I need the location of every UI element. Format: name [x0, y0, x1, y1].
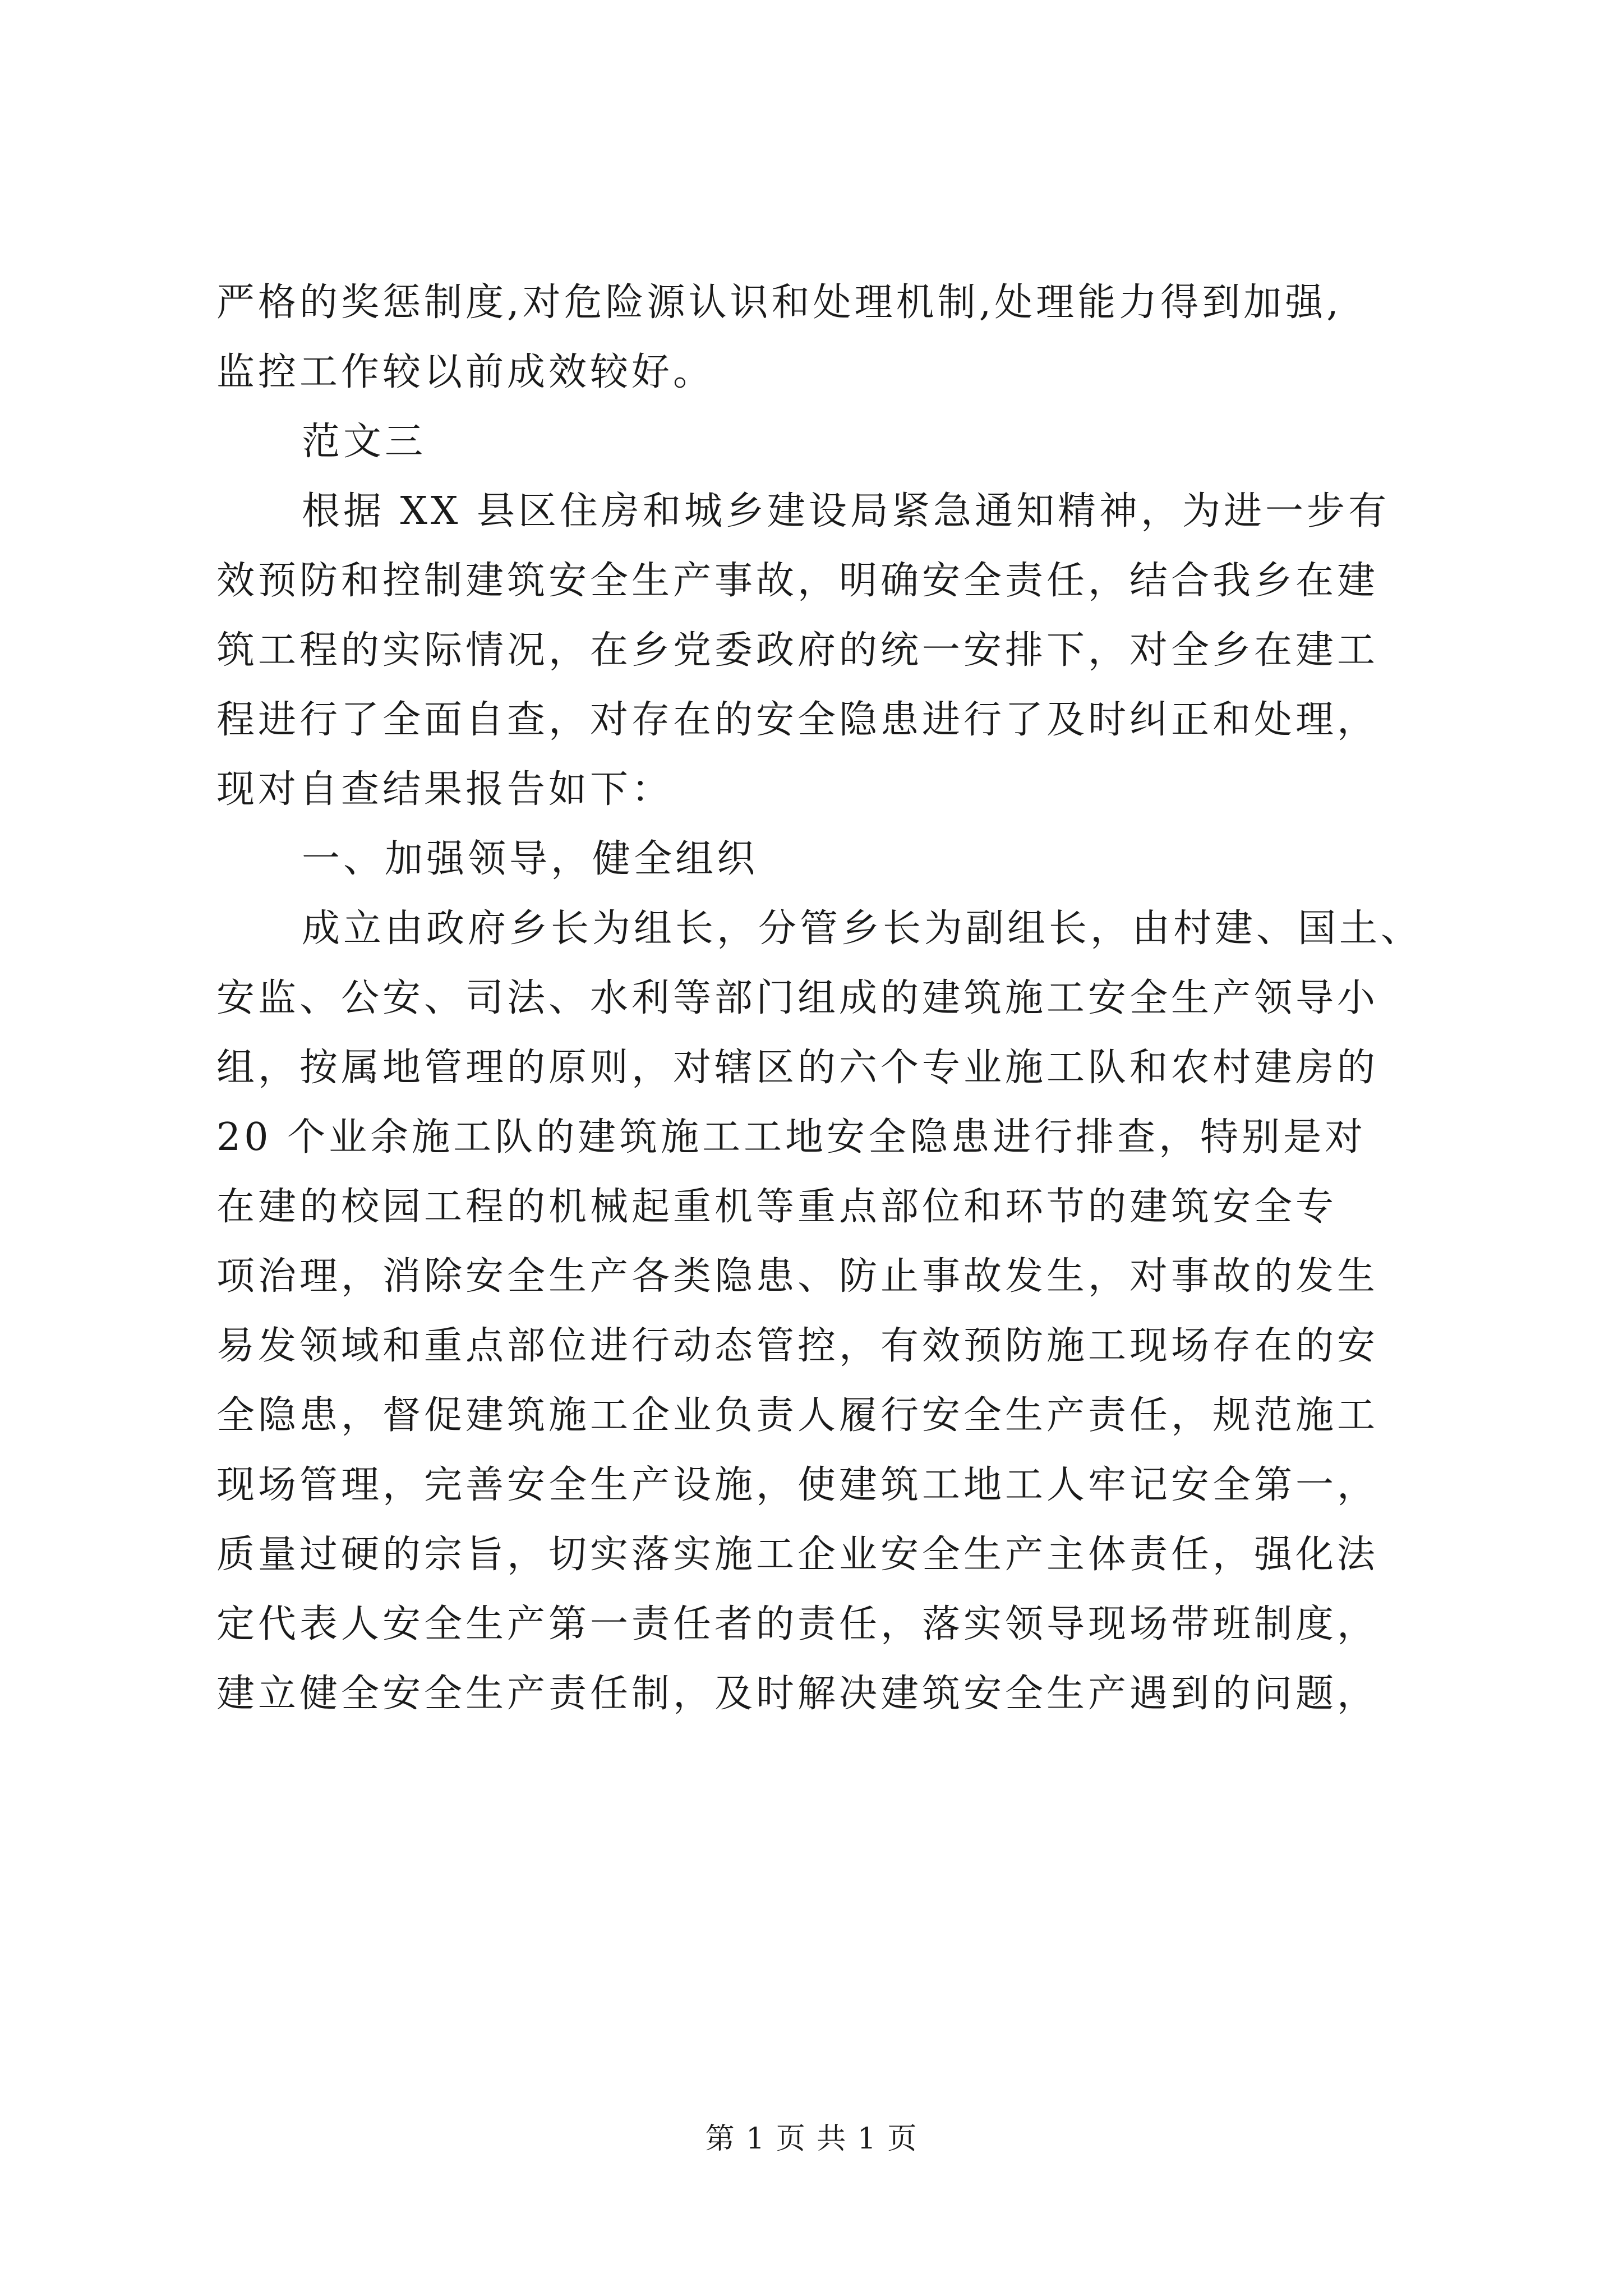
text-line: 筑工程的实际情况，在乡党委政府的统一安排下，对全乡在建工 [216, 628, 1379, 673]
text-line: 易发领域和重点部位进行动态管控，有效预防施工现场存在的安 [216, 1324, 1379, 1368]
text-line: 根据 XX 县区住房和城乡建设局紧急通知精神，为进一步有 [302, 489, 1390, 533]
document-body [216, 268, 1423, 1729]
text-line: 监控工作较以前成效较好。 [216, 350, 715, 394]
text-line: 组，按属地管理的原则，对辖区的六个专业施工队和农村建房的 [216, 1046, 1379, 1090]
text-line: 质量过硬的宗旨，切实落实施工企业安全生产主体责任，强化法 [216, 1533, 1379, 1577]
section-heading: 范文三 [302, 420, 427, 464]
text-line: 成立由政府乡长为组长，分管乡长为副组长，由村建、国土、 [302, 907, 1423, 951]
text-line: 全隐患，督促建筑施工企业负责人履行安全生产责任，规范施工 [216, 1393, 1379, 1438]
text-line: 严格的奖惩制度,对危险源认识和处理机制,处理能力得到加强, [216, 280, 1342, 325]
text-line: 定代表人安全生产第一责任者的责任，落实领导现场带班制度， [216, 1602, 1379, 1646]
text-line: 在建的校园工程的机械起重机等重点部位和环节的建筑安全专 [216, 1185, 1338, 1229]
text-line: 项治理，消除安全生产各类隐患、防止事故发生，对事故的发生 [216, 1254, 1379, 1299]
text-line: 安监、公安、司法、水利等部门组成的建筑施工安全生产领导小 [216, 976, 1379, 1020]
section-heading: 一、加强领导，健全组织 [302, 837, 759, 881]
text-line: 建立健全安全生产责任制，及时解决建筑安全生产遇到的问题， [216, 1672, 1379, 1716]
text-line: 20 个业余施工队的建筑施工工地安全隐患进行排查，特别是对 [216, 1115, 1367, 1159]
text-line: 程进行了全面自查，对存在的安全隐患进行了及时纠正和处理， [216, 698, 1379, 742]
text-line: 现对自查结果报告如下： [216, 767, 674, 812]
page-number-footer: 第 1 页 共 1 页 [705, 2122, 918, 2156]
text-line: 现场管理，完善安全生产设施，使建筑工地工人牢记安全第一， [216, 1463, 1379, 1507]
text-line: 效预防和控制建筑安全生产事故，明确安全责任，结合我乡在建 [216, 559, 1379, 603]
